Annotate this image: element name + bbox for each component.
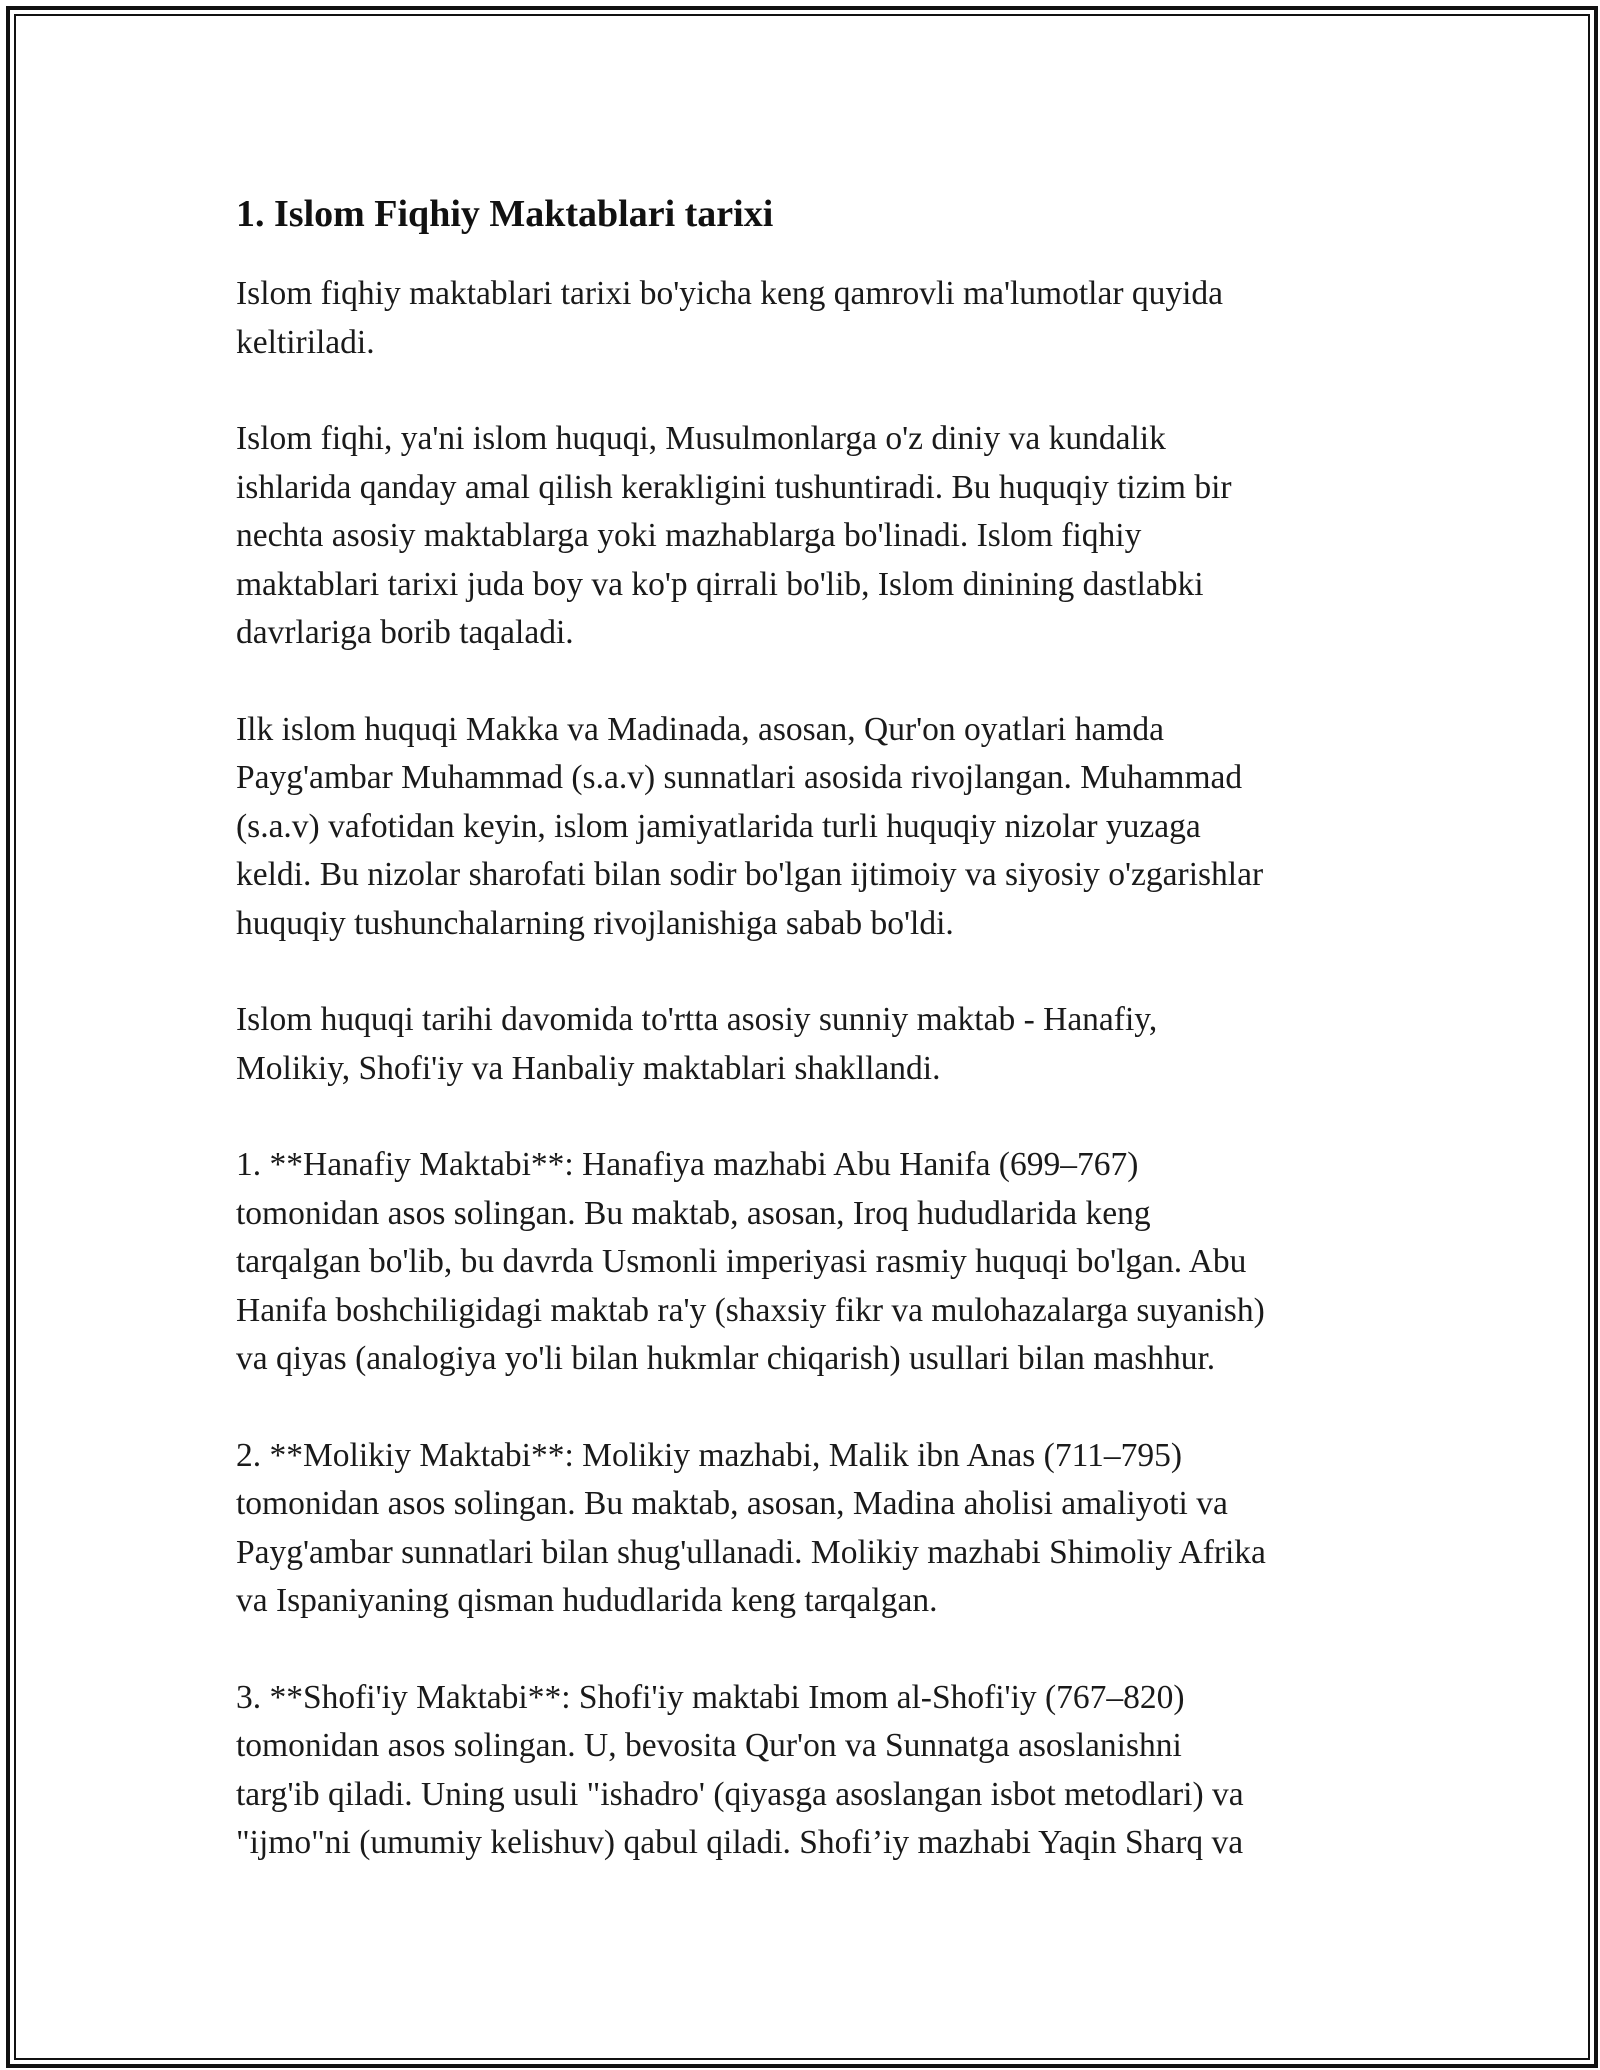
paragraph-four-schools: Islom huquqi tarihi davomida to'rtta asosiy sunniy maktab - Hanafiy, Molikiy, Shofi'iy va Hanbaliy maktablari shakllandi. <box>236 1001 1158 1087</box>
paragraph-maliki: 2. **Molikiy Maktabi**: Molikiy mazhabi, Malik ibn Anas (711–795) tomonidan asos solingan. Bu maktab, asosan, Madina aholisi amaliyoti va Payg'ambar sunnatlari bilan shug'ullanadi. Molikiy mazhabi Shimoliy Afrika va Ispaniyaning qisman hududlarida keng tarqalgan. <box>236 1436 1266 1619</box>
paragraph-shafii: 3. **Shofi'iy Maktabi**: Shofi'iy maktabi Imom al-Shofi'iy (767–820) tomonidan asos solingan. U, bevosita Qur'on va Sunnatga asoslanishni targ'ib qiladi. Uning usuli "ishadro' (qiyasga asoslangan isbot metodlari) va "ijmo"ni (umumiy kelishuv) qabul qiladi. Shofi’iy mazhabi Yaqin Sharq va <box>236 1678 1244 1861</box>
paragraph-hanafi: 1. **Hanafiy Maktabi**: Hanafiya mazhabi Abu Hanifa (699–767) tomonidan asos solingan. Bu maktab, asosan, Iroq hududlarida keng tarqalgan bo'lib, bu davrda Usmonli imperiyasi rasmiy huquqi bo'lgan. Abu Hanifa boshchiligidagi maktab ra'y (shaxsiy fikr va mulohazalarga suyanish) va qiyas (analogiya yo'li bilan hukmlar chiqarish) usullari bilan mashhur. <box>236 1146 1265 1377</box>
paragraph-early-law: Ilk islom huquqi Makka va Madinada, asosan, Qur'on oyatlari hamda Payg'ambar Muhammad (s.a.v) sunnatlari asosida rivojlangan. Muhammad (s.a.v) vafotidan keyin, islom jamiyatlarida turli huquqiy nizolar yuzaga keldi. Bu nizolar sharofati bilan sodir bo'lgan ijtimoiy va siyosiy o'zgarishlar huquqiy tushunchalarning rivojlanishiga sabab bo'ldi. <box>236 710 1264 942</box>
paragraph-intro: Islom fiqhiy maktablari tarixi bo'yicha keng qamrovli ma'lumotlar quyida keltiriladi. <box>236 275 1224 361</box>
document-title: 1. Islom Fiqhiy Maktablari tarixi <box>236 193 774 235</box>
document-body <box>236 188 1386 1868</box>
paragraph-fiqh-definition: Islom fiqhi, ya'ni islom huquqi, Musulmonlarga o'z diniy va kundalik ishlarida qanday amal qilish kerakligini tushuntiradi. Bu huquqiy tizim bir nechta asosiy maktablarga yoki mazhablarga bo'linadi. Islom fiqhiy maktablari tarixi juda boy va ko'p qirrali bo'lib, Islom dinining dastlabki davrlariga borib taqaladi. <box>236 420 1232 651</box>
